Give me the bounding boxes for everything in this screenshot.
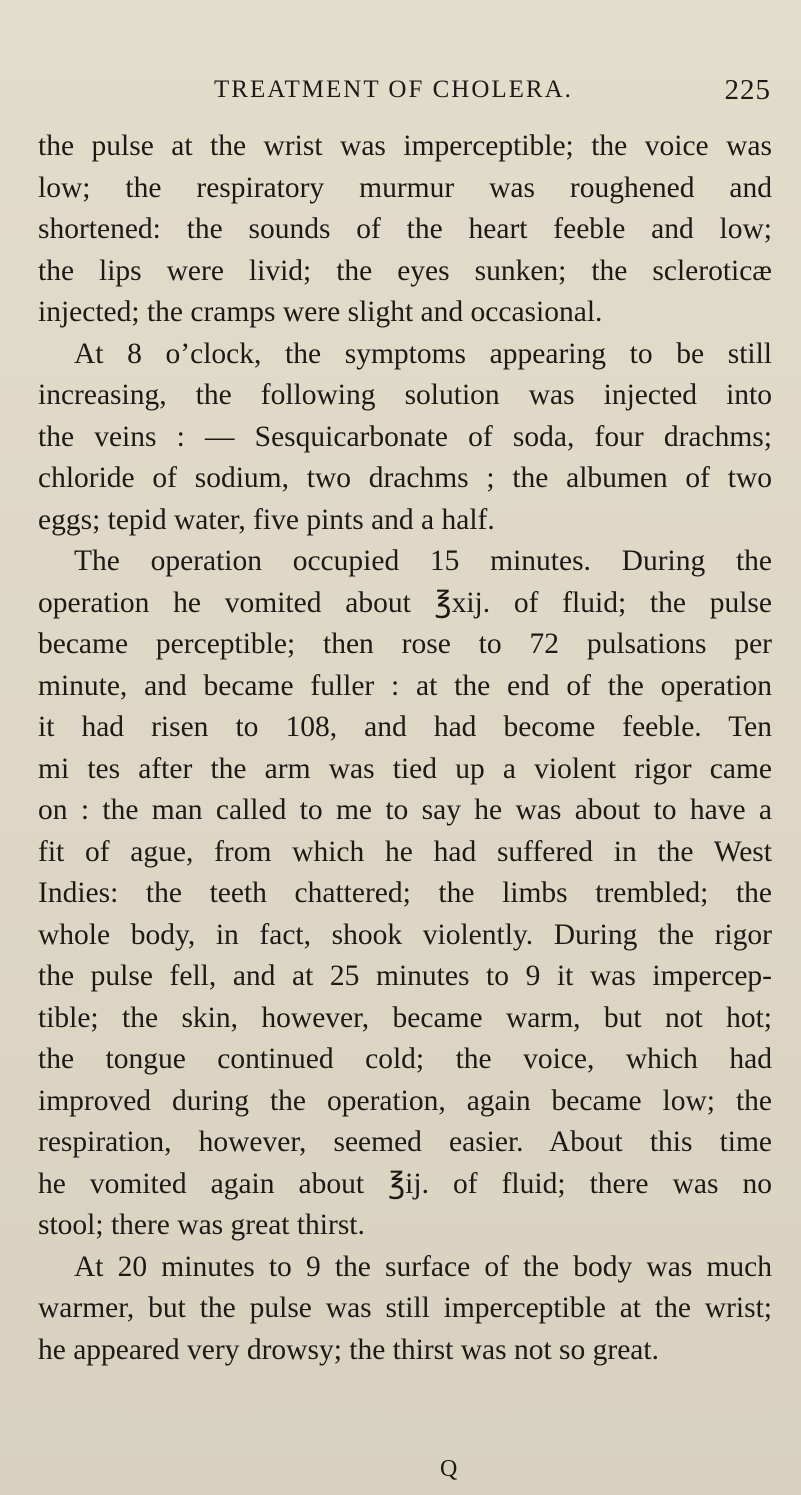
text-line: tible; the skin, however, became warm, but not hot; — [38, 1001, 772, 1034]
page-header — [214, 76, 771, 116]
text-line: increasing, the following solution was injected into — [38, 379, 772, 411]
running-head: TREATMENT OF CHOLERA. — [214, 76, 573, 103]
text-line: fit of ague, from which he had suffered in the West — [38, 835, 772, 868]
page-number: 225 — [724, 74, 771, 106]
text-line: the lips were livid; the eyes sunken; the scleroticæ — [38, 254, 772, 287]
text-line: he vomited again about ℥ij. of fluid; there was no — [38, 1167, 772, 1200]
text-line: mi tes after the arm was tied up a violent rigor came — [38, 752, 772, 785]
body-text — [38, 126, 772, 1371]
text-line: operation he vomited about ℥xij. of fluid; the pulse — [38, 586, 772, 619]
text-line: Indies: the teeth chattered; the limbs trembled; the — [38, 877, 772, 909]
text-line: The operation occupied 15 minutes. During the — [74, 545, 772, 577]
text-line: respiration, however, seemed easier. About this time — [38, 1126, 772, 1158]
text-line: the pulse fell, and at 25 minutes to 9 it was impercep- — [38, 960, 772, 992]
text-line: he appeared very drowsy; the thirst was not so great. — [38, 1333, 659, 1366]
text-line: chloride of sodium, two drachms ; the albumen of two — [38, 462, 772, 494]
text-line: low; the respiratory murmur was roughened and — [38, 171, 772, 204]
text-line: became perceptible; then rose to 72 pulsations per — [38, 628, 772, 660]
text-line: the tongue continued cold; the voice, which had — [38, 1043, 772, 1075]
text-line: warmer, but the pulse was still imperceptible at the wrist; — [38, 1292, 772, 1324]
text-line: At 20 minutes to 9 the surface of the body was much — [74, 1250, 772, 1283]
text-line: At 8 o’clock, the symptoms appearing to be still — [74, 337, 772, 370]
signature-mark: Q — [440, 1456, 458, 1482]
text-line: eggs; tepid water, five pints and a half. — [38, 503, 495, 536]
text-line: injected; the cramps were slight and occasional. — [38, 296, 603, 328]
text-line: minute, and became fuller : at the end of the operation — [38, 669, 772, 702]
text-line: shortened: the sounds of the heart feeble and low; — [38, 213, 772, 245]
text-line: on : the man called to me to say he was about to have a — [38, 794, 772, 826]
text-line: the veins : — Sesquicarbonate of soda, four drachms; — [38, 420, 772, 453]
text-line: it had risen to 108, and had become feeble. Ten — [38, 711, 772, 743]
text-line: improved during the operation, again became low; the — [38, 1084, 772, 1117]
text-line: the pulse at the wrist was imperceptible; the voice was — [38, 130, 772, 162]
text-line: stool; there was great thirst. — [38, 1209, 365, 1241]
text-line: whole body, in fact, shook violently. During the rigor — [38, 918, 772, 951]
